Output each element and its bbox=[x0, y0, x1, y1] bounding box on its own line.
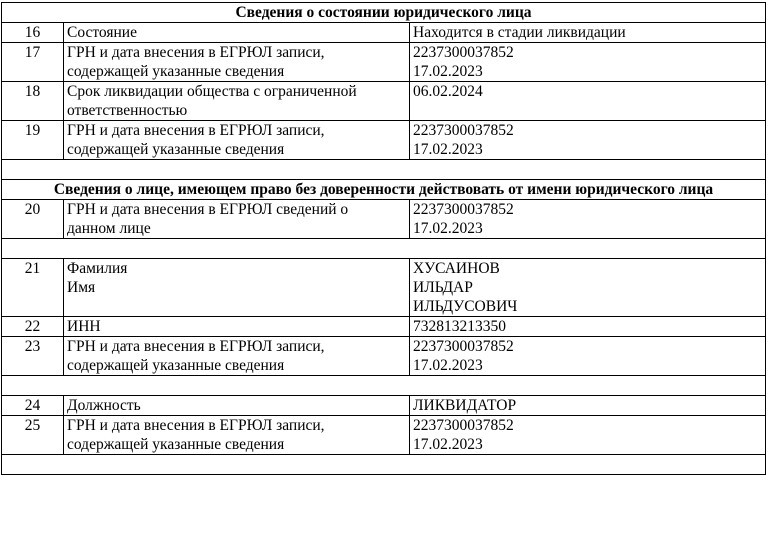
section-title-person: Сведения о лице, имеющем право без доверенности действовать от имени юридического лица bbox=[2, 180, 766, 200]
date-value: 17.02.2023 bbox=[413, 357, 483, 374]
patronymic-value: ИЛЬДУСОВИЧ bbox=[413, 298, 518, 315]
table-row-20 bbox=[2, 200, 766, 239]
row-label: ИНН bbox=[64, 317, 410, 337]
egrul-table bbox=[1, 2, 766, 475]
spacer-row bbox=[2, 160, 766, 180]
spacer-row bbox=[2, 376, 766, 396]
row-label-line: содержащей указанные сведения bbox=[67, 436, 285, 453]
row-label bbox=[64, 259, 410, 317]
row-number: 17 bbox=[2, 43, 64, 82]
table-row-16 bbox=[2, 23, 766, 43]
grn-value: 2237300037852 bbox=[413, 417, 514, 434]
grn-value: 2237300037852 bbox=[413, 201, 514, 218]
row-value bbox=[410, 121, 766, 160]
table-row-18 bbox=[2, 82, 766, 121]
row-value bbox=[410, 259, 766, 317]
row-label bbox=[64, 43, 410, 82]
grn-value: 2237300037852 bbox=[413, 122, 514, 139]
table-row-24 bbox=[2, 396, 766, 416]
row-label-line: ГРН и дата внесения в ЕГРЮЛ сведений о bbox=[67, 201, 349, 218]
empty-cell bbox=[2, 160, 766, 180]
row-number: 22 bbox=[2, 317, 64, 337]
row-label-line: ГРН и дата внесения в ЕГРЮЛ записи, bbox=[67, 338, 325, 355]
section-header-row bbox=[2, 180, 766, 200]
row-value: ЛИКВИДАТОР bbox=[410, 396, 766, 416]
date-value: 17.02.2023 bbox=[413, 63, 483, 80]
first-name-value: ИЛЬДАР bbox=[413, 279, 473, 296]
row-label-line: содержащей указанные сведения bbox=[67, 141, 285, 158]
row-label-line: содержащей указанные сведения bbox=[67, 357, 285, 374]
spacer-row bbox=[2, 239, 766, 259]
row-value: 06.02.2024 bbox=[410, 82, 766, 121]
row-number: 16 bbox=[2, 23, 64, 43]
row-label bbox=[64, 121, 410, 160]
row-label-line: Срок ликвидации общества с ограниченной bbox=[67, 83, 357, 100]
date-value: 17.02.2023 bbox=[413, 141, 483, 158]
row-label-line: содержащей указанные сведения bbox=[67, 63, 285, 80]
row-number: 23 bbox=[2, 337, 64, 376]
empty-cell bbox=[2, 455, 766, 475]
row-number: 21 bbox=[2, 259, 64, 317]
table-row-25 bbox=[2, 416, 766, 455]
row-number: 25 bbox=[2, 416, 64, 455]
row-label: Должность bbox=[64, 396, 410, 416]
row-label: Состояние bbox=[64, 23, 410, 43]
row-label-line: ГРН и дата внесения в ЕГРЮЛ записи, bbox=[67, 122, 325, 139]
grn-value: 2237300037852 bbox=[413, 44, 514, 61]
row-label bbox=[64, 82, 410, 121]
row-label-line: ГРН и дата внесения в ЕГРЮЛ записи, bbox=[67, 44, 325, 61]
table-row-19 bbox=[2, 121, 766, 160]
row-value: 732813213350 bbox=[410, 317, 766, 337]
surname-value: ХУСАИНОВ bbox=[413, 260, 500, 277]
empty-cell bbox=[2, 376, 766, 396]
row-value bbox=[410, 337, 766, 376]
table-row-17 bbox=[2, 43, 766, 82]
row-label bbox=[64, 200, 410, 239]
section-header-row bbox=[2, 3, 766, 23]
row-label-line: ответственностью bbox=[67, 102, 188, 119]
row-number: 20 bbox=[2, 200, 64, 239]
row-number: 18 bbox=[2, 82, 64, 121]
table-row-23 bbox=[2, 337, 766, 376]
grn-value: 2237300037852 bbox=[413, 338, 514, 355]
row-value: Находится в стадии ликвидации bbox=[410, 23, 766, 43]
row-label-line: ГРН и дата внесения в ЕГРЮЛ записи, bbox=[67, 417, 325, 434]
row-label-line: данном лице bbox=[67, 220, 151, 237]
row-value bbox=[410, 200, 766, 239]
row-label bbox=[64, 416, 410, 455]
date-value: 17.02.2023 bbox=[413, 436, 483, 453]
row-label-line: Фамилия bbox=[67, 260, 128, 277]
row-value bbox=[410, 416, 766, 455]
row-label-line: Имя bbox=[67, 279, 96, 296]
date-value: 17.02.2023 bbox=[413, 220, 483, 237]
row-number: 24 bbox=[2, 396, 64, 416]
empty-cell bbox=[2, 239, 766, 259]
table-row-22 bbox=[2, 317, 766, 337]
row-number: 19 bbox=[2, 121, 64, 160]
row-label bbox=[64, 337, 410, 376]
spacer-row bbox=[2, 455, 766, 475]
table-row-21 bbox=[2, 259, 766, 317]
row-value bbox=[410, 43, 766, 82]
section-title-status: Сведения о состоянии юридического лица bbox=[2, 3, 766, 23]
